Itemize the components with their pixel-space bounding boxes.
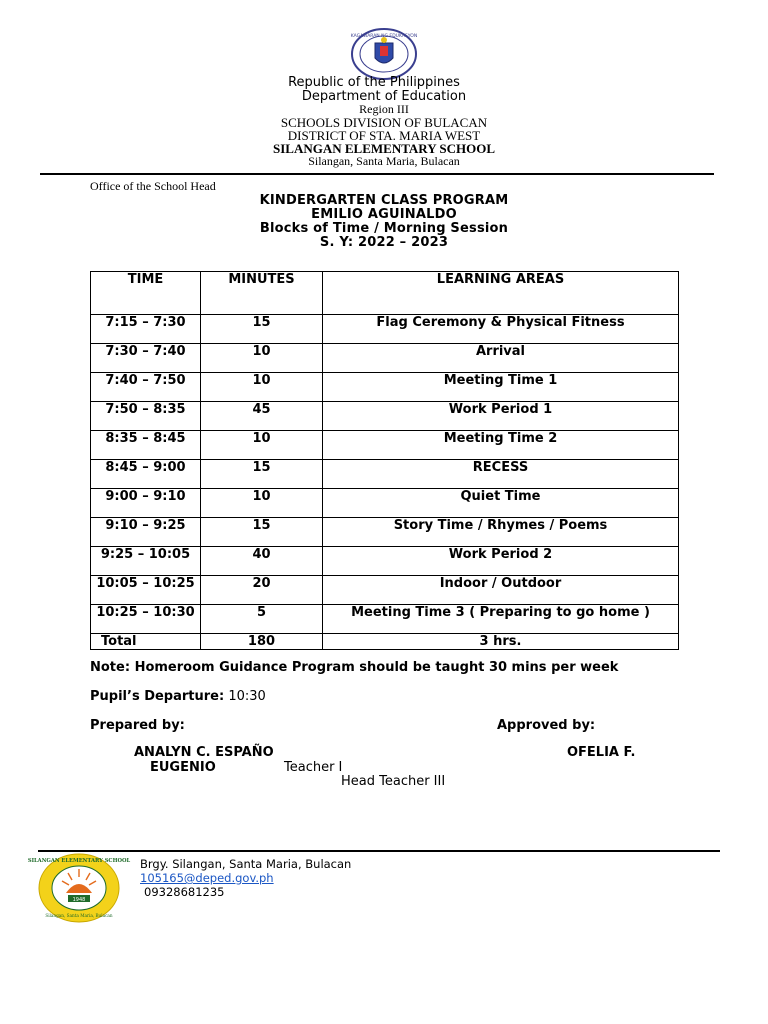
time-cell: 10:25 – 10:30 <box>91 605 201 634</box>
seal-text: KAGAWARAN NG EDUKASYON <box>350 34 418 39</box>
time-cell: 8:45 – 9:00 <box>91 460 201 489</box>
header-department: Department of Education <box>301 89 467 104</box>
minutes-cell: 45 <box>201 402 323 431</box>
time-cell: 8:35 – 8:45 <box>91 431 201 460</box>
preparer-title: Teacher I <box>284 760 343 775</box>
time-cell: 7:50 – 8:35 <box>91 402 201 431</box>
minutes-cell: 10 <box>201 431 323 460</box>
minutes-cell: 15 <box>201 315 323 344</box>
learning-area-cell: Arrival <box>323 344 679 373</box>
approver-name-first: OFELIA F. <box>567 745 636 760</box>
logo-text: SILANGAN ELEMENTARY SCHOOL <box>27 858 131 864</box>
minutes-cell: 15 <box>201 460 323 489</box>
table-row <box>91 431 679 460</box>
header-school: SILANGAN ELEMENTARY SCHOOL <box>272 141 496 156</box>
homeroom-note: Note: Homeroom Guidance Program should be taught 30 mins per week <box>90 660 619 675</box>
minutes-cell: 10 <box>201 373 323 402</box>
logo-subtext: Silangan, Santa Maria, Bulacan <box>45 913 113 918</box>
table-row <box>91 489 679 518</box>
time-cell: 9:10 – 9:25 <box>91 518 201 547</box>
time-cell: 7:30 – 7:40 <box>91 344 201 373</box>
table-header-row <box>91 272 679 315</box>
header-address: Silangan, Santa Maria, Bulacan <box>308 154 460 168</box>
total-hours-cell: 3 hrs. <box>323 634 679 650</box>
learning-area-cell: Work Period 1 <box>323 402 679 431</box>
preparer-name: ANALYN C. ESPAÑO <box>134 745 274 760</box>
program-title: KINDERGARTEN CLASS PROGRAM <box>259 193 509 208</box>
header-republic: Republic of the Philippines <box>288 75 460 90</box>
learning-area-cell: RECESS <box>323 460 679 489</box>
minutes-cell: 10 <box>201 489 323 518</box>
header-divider <box>40 173 714 175</box>
approver-title: Head Teacher III <box>341 774 446 789</box>
minutes-cell: 5 <box>201 605 323 634</box>
footer-divider <box>38 850 720 852</box>
learning-area-cell: Meeting Time 3 ( Preparing to go home ) <box>323 605 679 634</box>
table-row <box>91 547 679 576</box>
header-region: Region III <box>359 102 409 116</box>
approver-name-last: EUGENIO <box>150 760 216 775</box>
session-label: Blocks of Time / Morning Session <box>259 221 509 236</box>
table-row <box>91 576 679 605</box>
header-learning-areas: LEARNING AREAS <box>323 272 679 315</box>
learning-area-cell: Quiet Time <box>323 489 679 518</box>
prepared-by-label: Prepared by: <box>90 718 185 733</box>
learning-area-cell: Story Time / Rhymes / Poems <box>323 518 679 547</box>
table-row <box>91 315 679 344</box>
minutes-cell: 20 <box>201 576 323 605</box>
time-cell: 7:15 – 7:30 <box>91 315 201 344</box>
minutes-cell: 15 <box>201 518 323 547</box>
logo-year: 1948 <box>72 897 86 903</box>
pupil-departure <box>90 689 266 704</box>
footer-address: Brgy. Silangan, Santa Maria, Bulacan <box>140 857 352 871</box>
departure-time: 10:30 <box>228 689 266 704</box>
footer-phone: 09328681235 <box>144 885 225 899</box>
learning-area-cell: Flag Ceremony & Physical Fitness <box>323 315 679 344</box>
table-row <box>91 373 679 402</box>
learning-area-cell: Meeting Time 2 <box>323 431 679 460</box>
school-logo-icon <box>27 853 131 923</box>
table-row <box>91 344 679 373</box>
header-division: SCHOOLS DIVISION OF BULACAN <box>280 115 488 130</box>
minutes-cell: 40 <box>201 547 323 576</box>
time-cell: 9:00 – 9:10 <box>91 489 201 518</box>
departure-label: Pupil’s Departure: <box>90 689 225 704</box>
table-row <box>91 518 679 547</box>
table-row <box>91 460 679 489</box>
table-row <box>91 402 679 431</box>
time-cell: 9:25 – 10:05 <box>91 547 201 576</box>
section-name: EMILIO AGUINALDO <box>311 207 457 222</box>
deped-seal-icon <box>351 28 417 80</box>
learning-area-cell: Work Period 2 <box>323 547 679 576</box>
learning-area-cell: Indoor / Outdoor <box>323 576 679 605</box>
time-cell: 7:40 – 7:50 <box>91 373 201 402</box>
minutes-cell: 10 <box>201 344 323 373</box>
table-row <box>91 605 679 634</box>
table-total-row <box>91 634 679 650</box>
total-minutes-cell: 180 <box>201 634 323 650</box>
footer-email-link[interactable]: 105165@deped.gov.ph <box>140 871 274 885</box>
approved-by-label: Approved by: <box>497 718 596 733</box>
learning-area-cell: Meeting Time 1 <box>323 373 679 402</box>
header-time: TIME <box>91 272 201 315</box>
school-year: S. Y: 2022 – 2023 <box>319 235 449 250</box>
class-program-table <box>90 271 679 650</box>
time-cell: 10:05 – 10:25 <box>91 576 201 605</box>
office-label: Office of the School Head <box>90 179 216 193</box>
header-district: DISTRICT OF STA. MARIA WEST <box>287 128 481 143</box>
header-minutes: MINUTES <box>201 272 323 315</box>
total-label-cell: Total <box>91 634 201 650</box>
